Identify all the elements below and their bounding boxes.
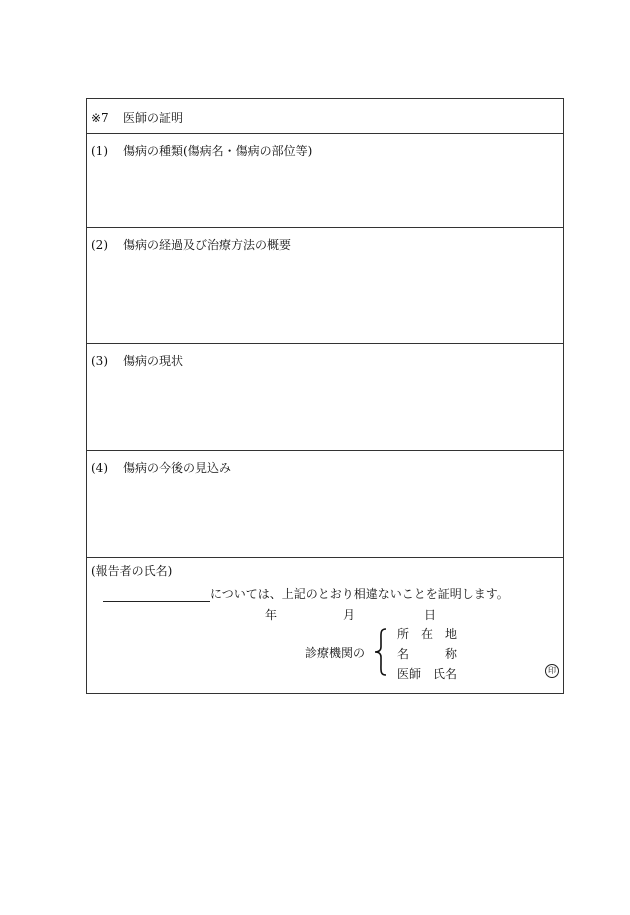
medical-certificate-form xyxy=(86,98,564,694)
section-label: 傷病の今後の見込み xyxy=(123,461,232,475)
section-current-condition[interactable] xyxy=(87,344,563,451)
doctor-certification-header-row xyxy=(87,99,563,134)
section-number: (3) xyxy=(91,354,108,368)
certification-section xyxy=(87,558,563,693)
section-number: (4) xyxy=(91,461,108,475)
section-label: 傷病の種類(傷病名・傷病の部位等) xyxy=(123,144,313,158)
section-number: (1) xyxy=(91,144,108,158)
date-year-label: 年 xyxy=(265,608,278,622)
date-month-label: 月 xyxy=(343,608,356,622)
brace-icon xyxy=(373,628,389,676)
institution-address-label: 所 在 地 xyxy=(397,627,458,641)
section-label: 傷病の現状 xyxy=(123,354,184,368)
header-title: 医師の証明 xyxy=(123,111,184,125)
institution-label: 診療機関の xyxy=(305,646,366,660)
seal-icon: 印 xyxy=(545,664,559,678)
reporter-name-blank[interactable] xyxy=(103,587,210,602)
doctor-certification-header xyxy=(91,109,183,126)
reporter-name-label: (報告者の氏名) xyxy=(91,564,173,578)
certification-statement: については、上記のとおり相違ないことを証明します。 xyxy=(210,587,509,601)
header-number: ※7 xyxy=(91,111,109,125)
section-injury-type[interactable] xyxy=(87,134,563,228)
institution-name-label: 名 称 xyxy=(397,647,458,661)
date-day-label: 日 xyxy=(424,608,437,622)
doctor-name-label: 医師 氏名 xyxy=(397,667,458,681)
section-label: 傷病の経過及び治療方法の概要 xyxy=(123,238,292,252)
section-number: (2) xyxy=(91,238,108,252)
section-prognosis[interactable] xyxy=(87,451,563,558)
certification-statement-line xyxy=(103,585,509,602)
section-treatment-summary[interactable] xyxy=(87,228,563,344)
